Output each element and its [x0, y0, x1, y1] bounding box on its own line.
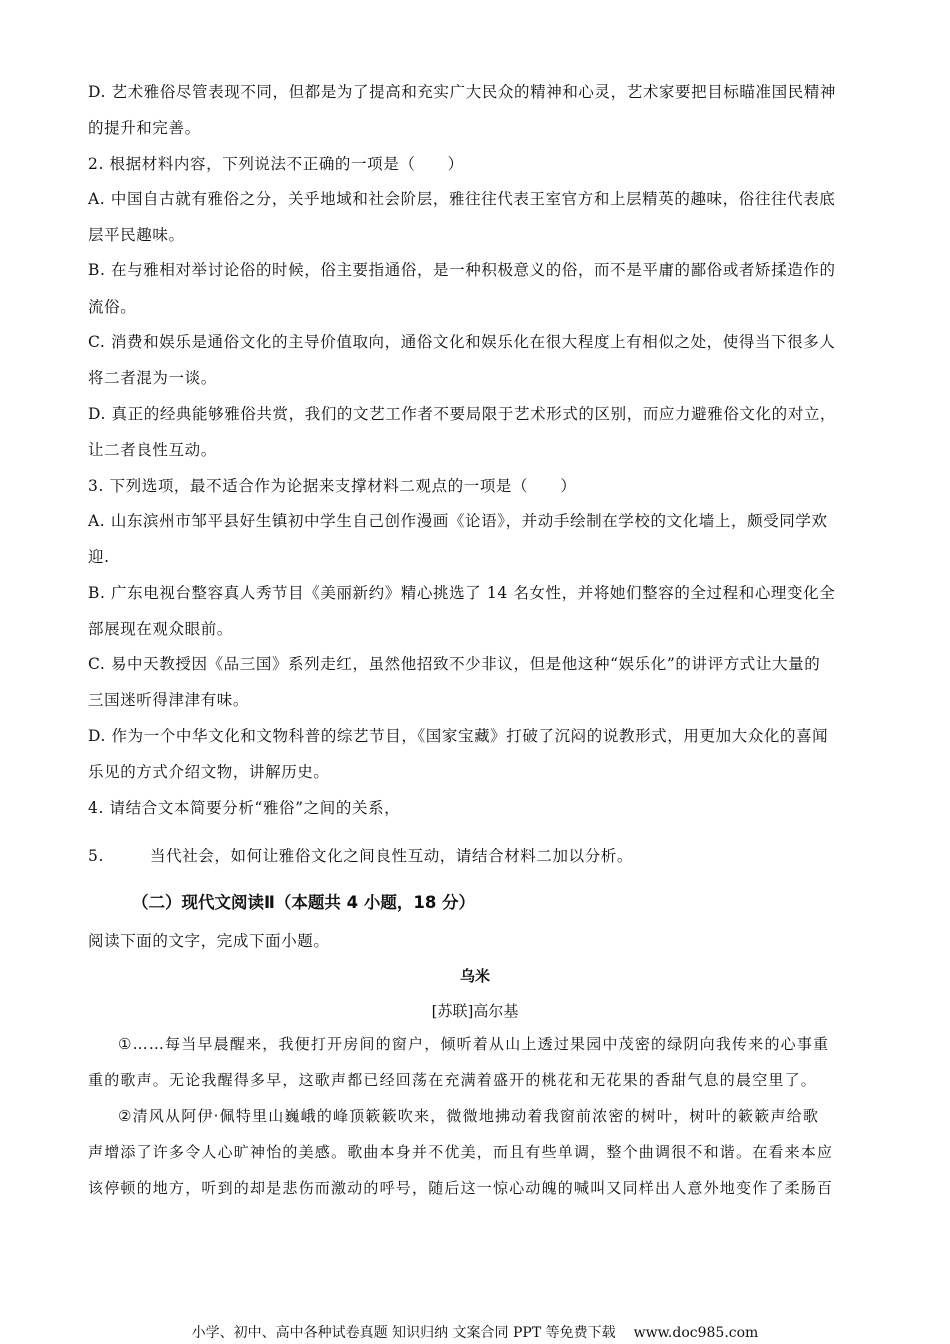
q3-option-b-line1: B. 广东电视台整容真人秀节目《美丽新约》精心挑选了 14 名女性，并将她们整容的全过程和心理变化全	[88, 584, 836, 602]
q3-option-d-line2: 乐见的方式介绍文物，讲解历史。	[88, 763, 330, 781]
q2-option-b-line2: 流俗。	[88, 298, 137, 316]
paragraph-1-line1: ①……每当早晨醒来，我便打开房间的窗户，倾听着从山上透过果园中茂密的绿阴向我传来的心事重	[118, 1035, 830, 1053]
paragraph-2-line1: ②清风从阿伊·佩特里山巍峨的峰顶簌簌吹来，微微地拂动着我窗前浓密的树叶，树叶的簌簌声给歌	[118, 1107, 820, 1125]
q2-option-a-line2: 层平民趣味。	[88, 226, 185, 244]
q2-option-d-line1: D. 真正的经典能够雅俗共赏，我们的文艺工作者不要局限于艺术形式的区别，而应力避雅俗文化的对立，	[88, 405, 837, 423]
footer-url[interactable]: www.doc985.com	[633, 1325, 759, 1341]
q1-option-d-line2: 的提升和完善。	[88, 119, 201, 137]
q3-option-c-line2: 三国迷听得津津有味。	[88, 691, 250, 709]
q3-option-d-line1: D. 作为一个中华文化和文物科普的综艺节目，《国家宝藏》打破了沉闷的说教形式，用更加大众化的喜闻	[88, 727, 829, 745]
q2-option-c-line1: C. 消费和娱乐是通俗文化的主导价值取向，通俗文化和娱乐化在很大程度上有相似之处，使得当下很多人	[88, 333, 836, 351]
q2-option-d-line2: 让二者良性互动。	[88, 441, 217, 459]
story-author: [苏联]高尔基	[431, 1002, 519, 1020]
q2-option-b-line1: B. 在与雅相对举讨论俗的时候，俗主要指通俗，是一种积极意义的俗，而不是平庸的鄙俗或者矫揉造作的	[88, 261, 836, 279]
section-heading: （二）现代文阅读Ⅱ（本题共 4 小题，18 分）	[132, 893, 476, 912]
paragraph-2-line3: 该停顿的地方，听到的却是悲伤而激动的呼号，随后这一惊心动魄的喊叫又同样出人意外地变作了柔肠百	[88, 1179, 834, 1197]
q1-option-d-line1: D. 艺术雅俗尽管表现不同，但都是为了提高和充实广大民众的精神和心灵，艺术家要把目标瞄准国民精神	[88, 83, 837, 101]
q3-option-b-line2: 部展现在观众眼前。	[88, 620, 233, 638]
q3-stem: 3. 下列选项，最不适合作为论据来支撑材料二观点的一项是（ ）	[88, 477, 577, 495]
paragraph-2-line2: 声增添了许多令人心旷神怡的美感。歌曲本身并不优美，而且有些单调，整个曲调很不和谐。在看来本应	[88, 1143, 834, 1161]
story-title: 乌米	[459, 967, 490, 985]
q2-option-c-line2: 将二者混为一谈。	[88, 369, 217, 387]
paragraph-1-line2: 重的歌声。无论我醒得多早，这歌声都已经回荡在充满着盛开的桃花和无花果的香甜气息的晨空里了。	[88, 1071, 818, 1089]
q3-option-a-line2: 迎.	[88, 548, 110, 566]
footer-text: 小学、初中、高中各种试卷真题 知识归纳 文案合同 PPT 等免费下载	[191, 1325, 616, 1341]
q3-option-a-line1: A. 山东滨州市邹平县好生镇初中学生自己创作漫画《论语》，并动手绘制在学校的文化墙上，颇受同学欢	[88, 512, 828, 530]
q2-stem: 2. 根据材料内容，下列说法不正确的一项是（ ）	[88, 155, 464, 173]
q2-option-a-line1: A. 中国自古就有雅俗之分，关乎地域和社会阶层，雅往往代表王室官方和上层精英的趣味，俗往往代表底	[88, 190, 836, 208]
page-footer	[0, 1322, 950, 1342]
q3-option-c-line1: C. 易中天教授因《品三国》系列走红，虽然他招致不少非议，但是他这种“娱乐化”的讲评方式让大量的	[88, 655, 821, 673]
q5-number: 5.	[88, 847, 104, 865]
q5-text: 当代社会，如何让雅俗文化之间良性互动，请结合材料二加以分析。	[150, 847, 634, 865]
reading-instruction: 阅读下面的文字，完成下面小题。	[88, 932, 330, 950]
q4-stem: 4. 请结合文本简要分析“雅俗”之间的关系，	[88, 799, 401, 817]
